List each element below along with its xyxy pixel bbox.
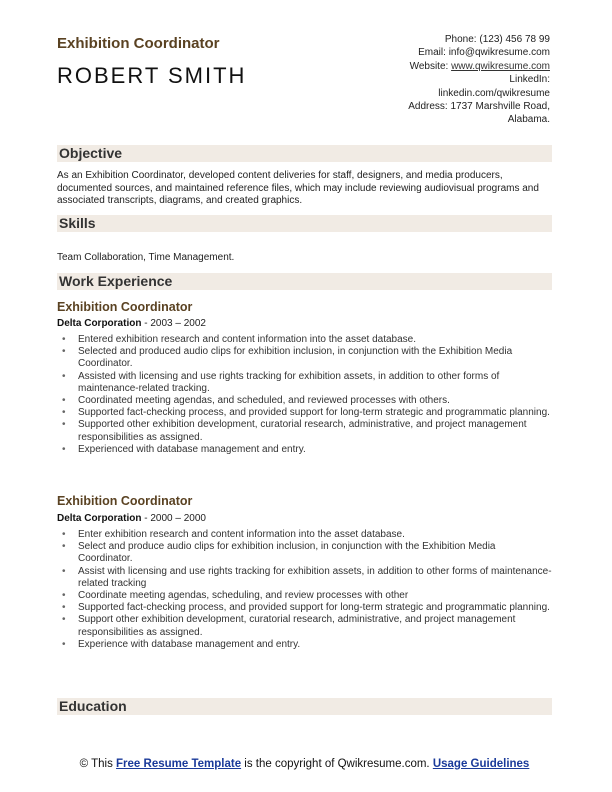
address-line1: 1737 Marshville Road,	[450, 101, 550, 113]
list-item: • Experienced with database management and entry.	[62, 444, 552, 456]
list-item: • Entered exhibition research and content information into the asset database.	[62, 334, 552, 346]
job-2-dates: - 2000 – 2000	[141, 513, 206, 524]
usage-guidelines-link[interactable]: Usage Guidelines	[432, 758, 530, 770]
copyright-footer	[57, 758, 552, 771]
list-item: • Selected and produced audio clips for exhibition inclusion, in conjunction with the Exhibition Media Coordinator.	[62, 346, 552, 370]
website-label: Website:	[409, 60, 449, 72]
contact-block	[320, 33, 550, 127]
job-1-company: Delta Corporation	[57, 318, 142, 329]
list-item: • Coordinate meeting agendas, scheduling, and review processes with other	[62, 590, 552, 602]
contact-address	[320, 100, 550, 113]
list-item: • Select and produce audio clips for exhibition inclusion, in conjunction with the Exhibition Media Coordinator.	[62, 541, 552, 565]
job-1-role: Exhibition Coordinator	[57, 300, 193, 314]
list-item: • Support other exhibition development, curatorial research, administrative, and project management responsibilities as assigned.	[62, 614, 552, 638]
job-1-bullets	[62, 334, 552, 456]
list-item: • Assist with licensing and use rights tracking for exhibition assets, in addition to other forms of maintenance-related tracking	[62, 566, 552, 590]
contact-website	[320, 60, 550, 73]
education-heading: Education	[57, 698, 552, 715]
objective-text: As an Exhibition Coordinator, developed content deliveries for staff, designers, and media producers, documented sources, and maintained reference files, which may include reviewing audiovisual programs and associated transcripts, diagrams, and created graphics.	[57, 170, 539, 206]
website-link[interactable]: www.qwikresume.com	[451, 60, 550, 72]
job-2-role: Exhibition Coordinator	[57, 494, 193, 508]
job-2-company-line	[57, 513, 206, 525]
job-1-dates: - 2003 – 2002	[141, 318, 206, 329]
job-title: Exhibition Coordinator	[57, 35, 220, 52]
phone-value: (123) 456 78 99	[479, 34, 550, 45]
email-value: info@qwikresume.com	[448, 47, 550, 59]
list-item: • Supported fact-checking process, and provided support for long-term strategic and programmatic planning.	[62, 602, 552, 614]
job-1-company-line	[57, 318, 206, 330]
contact-phone	[320, 33, 550, 46]
list-item: • Supported other exhibition development, curatorial research, administrative, and project management responsibilities as assigned.	[62, 419, 552, 443]
contact-linkedin: linkedin.com/qwikresume	[438, 87, 550, 99]
email-label: Email:	[418, 47, 446, 59]
footer-prefix: © This	[79, 758, 117, 770]
free-resume-template-link[interactable]: Free Resume Template	[116, 758, 242, 770]
list-item: • Supported fact-checking process, and provided support for long-term strategic and programmatic planning.	[62, 407, 552, 419]
address-label: Address:	[408, 101, 448, 113]
list-item: • Coordinated meeting agendas, and scheduled, and reviewed processes with others.	[62, 395, 552, 407]
list-item: • Experience with database management and entry.	[62, 639, 552, 651]
list-item: • Assisted with licensing and use rights tracking for exhibition assets, in addition to other forms of maintenance-related tracking.	[62, 371, 552, 395]
work-experience-heading: Work Experience	[57, 273, 552, 290]
contact-address-line2: Alabama.	[507, 114, 550, 126]
footer-middle: is the copyright of Qwikresume.com.	[241, 758, 433, 770]
job-2-bullets	[62, 529, 552, 651]
contact-linkedin-label: LinkedIn:	[509, 74, 550, 86]
skills-heading: Skills	[57, 215, 552, 232]
list-item: • Enter exhibition research and content information into the asset database.	[62, 529, 552, 541]
phone-label: Phone:	[444, 34, 477, 45]
job-2-company: Delta Corporation	[57, 513, 142, 524]
skills-text: Team Collaboration, Time Management.	[57, 252, 235, 263]
objective-heading: Objective	[57, 145, 552, 162]
candidate-name: ROBERT SMITH	[57, 63, 247, 88]
contact-email	[320, 46, 550, 59]
